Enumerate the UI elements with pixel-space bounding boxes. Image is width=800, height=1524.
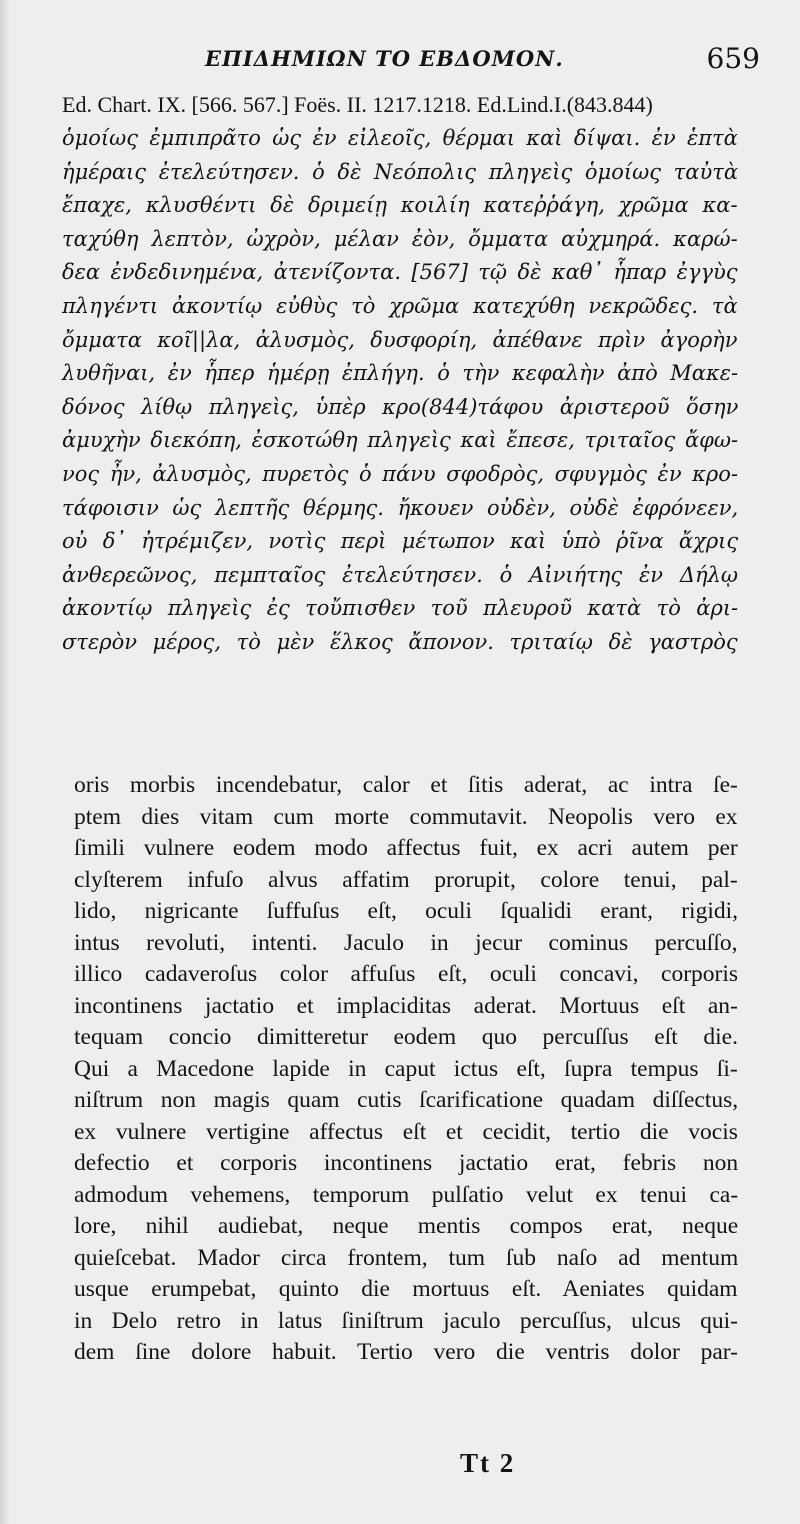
- latin-text-line: intus revoluti, intenti. Jaculo in jecur cominus percuſſo,: [74, 929, 738, 956]
- latin-text-line: ptem dies vitam cum morte commutavit. Neopolis vero ex: [74, 803, 738, 830]
- latin-text-line: in Delo retro in latus ſiniſtrum jaculo percuſſus, ulcus qui-: [74, 1307, 738, 1334]
- latin-text-line: niſtrum non magis quam cutis ſcarificatione quadam diſſectus,: [74, 1087, 739, 1113]
- latin-text-line: lore, nihil audiebat, neque mentis compos erat, neque: [74, 1213, 739, 1239]
- greek-text-line: στερὸν μέρος, τὸ μὲν ἕλκος ἄπονον. τριταίῳ δὲ γαστρὸς: [62, 629, 738, 654]
- greek-text-line: ἀμυχὴν διεκόπη, ἐσκοτώθη πληγεὶς καὶ ἔπεσε, τριταῖος ἄφω-: [62, 428, 739, 453]
- page-fold-shadow: [0, 0, 10, 1524]
- running-head-title: ΕΠΙΔΗΜΙΩΝ ΤΟ ΕΒΔΟΜΟΝ.: [205, 46, 564, 71]
- greek-text-line: ἀκοντίῳ πληγεὶς ἐς τοὔπισθεν τοῦ πλευροῦ κατὰ τὸ ἀρι-: [62, 596, 739, 621]
- latin-translation-block: [74, 770, 738, 1369]
- signature-mark: Tt 2: [460, 1448, 516, 1478]
- greek-text-line: δεα ἐνδεδινημένα, ἀτενίζοντα. [567] τῷ δὲ καθ᾽ ἧπαρ ἐγγὺς: [62, 260, 738, 285]
- latin-text-line: incontinens jactatio et implaciditas aderat. Mortuus eſt an-: [74, 992, 738, 1019]
- latin-text-line: usque erumpebat, quinto die mortuus eſt. Aeniates quidam: [74, 1276, 738, 1302]
- latin-text-line: illico cadaveroſus color affuſus eſt, oculi concavi, corporis: [74, 961, 739, 987]
- latin-text-line: defectio et corporis incontinens jactatio erat, febris non: [74, 1150, 739, 1176]
- greek-text-line: ἔπαχε, κλυσθέντι δὲ δριμείῃ κοιλίη κατεῤῥάγη, χρῶμα κα-: [62, 193, 738, 218]
- latin-text-line: admodum vehemens, temporum pulſatio velut ex tenui ca-: [74, 1181, 739, 1208]
- greek-text-line: ὄμματα κοῖ||λα, ἀλυσμὸς, δυσφορίη, ἀπέθανε πρὶν ἀγορὴν: [62, 327, 738, 352]
- latin-text-line: lido, nigricante ſuffuſus eſt, oculi ſqualidi erant, rigidi,: [74, 898, 738, 924]
- greek-text-block: [62, 122, 738, 660]
- greek-text-line: ὁμοίως ἐμπιπρᾶτο ὡς ἐν εἰλεοῖς, θέρμαι καὶ δίψαι. ἐν ἑπτὰ: [62, 126, 738, 150]
- latin-text-line: clyſterem infuſo alvus affatim prorupit, colore tenui, pal-: [74, 866, 738, 893]
- latin-text-line: oris morbis incendebatur, calor et ſitis aderat, ac intra ſe-: [74, 772, 738, 798]
- greek-text-line: δόνος λίθῳ πληγεὶς, ὑπὲρ κρο(844)τάφου ἀριστεροῦ ὅσην: [62, 394, 739, 419]
- latin-text-line: quieſcebat. Mador circa frontem, tum ſub naſo ad mentum: [74, 1244, 739, 1271]
- greek-text-line: ἀνθερεῶνος, πεμπταῖος ἐτελεύτησεν. ὁ Αἰνιήτης ἐν Δήλῳ: [62, 562, 739, 587]
- greek-text-line: οὐ δ᾽ ἠτρέμιζεν, νοτὶς περὶ μέτωπον καὶ ὑπὸ ῥῖνα ἄχρις: [62, 529, 739, 554]
- greek-text-line: λυθῆναι, ἐν ἧπερ ἡμέρῃ ἐπλήγη. ὁ τὴν κεφαλὴν ἀπὸ Μακε-: [62, 361, 739, 386]
- page-number: 659: [706, 42, 760, 75]
- greek-text-line: ἡμέραις ἐτελεύτησεν. ὁ δὲ Νεόπολις πληγεὶς ὁμοίως ταὐτὰ: [62, 159, 739, 184]
- running-head: [60, 42, 760, 86]
- latin-text-line: ſimili vulnere eodem modo affectus fuit, ex acri autem per: [74, 835, 738, 861]
- latin-text-line: Qui a Macedone lapide in caput ictus eſt, ſupra tempus ſi-: [74, 1055, 738, 1082]
- latin-text-line: dem ſine dolore habuit. Tertio vero die ventris dolor par-: [74, 1339, 738, 1365]
- latin-text-line: tequam concio dimitteretur eodem quo percuſſus eſt die.: [74, 1024, 738, 1050]
- edition-references: Ed. Chart. IX. [566. 567.] Foës. II. 1217.1218. Ed.Lind.I.(843.844): [62, 92, 653, 117]
- latin-text-line: ex vulnere vertigine affectus eſt et cecidit, tertio die vocis: [74, 1118, 738, 1145]
- greek-text-line: τάφοισιν ὡς λεπτῆς θέρμης. ἤκουεν οὐδὲν, οὐδὲ ἐφρόνεεν,: [62, 495, 739, 520]
- greek-text-line: πληγέντι ἀκοντίῳ εὐθὺς τὸ χρῶμα κατεχύθη νεκρῶδες. τὰ: [62, 293, 738, 318]
- greek-text-line: νος ἦν, ἀλυσμὸς, πυρετὸς ὁ πάνυ σφοδρὸς, σφυγμὸς ἐν κρο-: [62, 461, 739, 486]
- greek-text-line: ταχύθη λεπτὸν, ὠχρὸν, μέλαν ἐὸν, ὄμματα αὐχμηρά. καρώ-: [62, 226, 738, 251]
